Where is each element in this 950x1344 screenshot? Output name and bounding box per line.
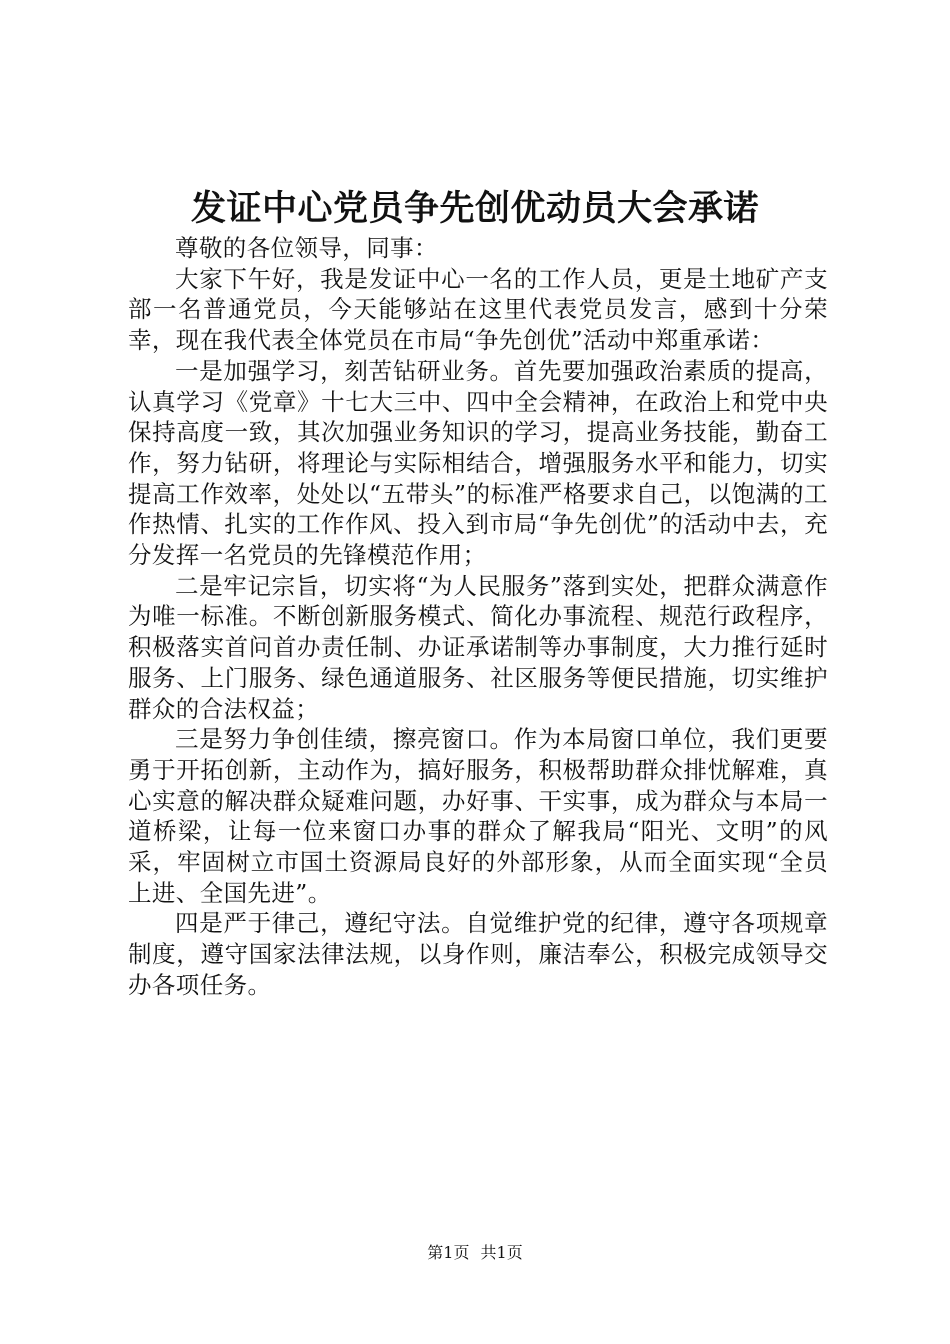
paragraph-commitment-1: 一是加强学习，刻苦钻研业务。首先要加强政治素质的提高，认真学习《党章》十七大三中、四中全会精神，在政治上和党中央保持高度一致，其次加强业务知识的学习，提高业务技能，勤奋工作，努力钻研，将理论与实际相结合，增强服务水平和能力，切实提高工作效率，处处以“五带头”的标准严格要求自己，以饱满的工作热情、扎实的工作作风、投入到市局“争先创优”的活动中去，充分发挥一名党员的先锋模范作用；	[128, 356, 828, 570]
document-body	[128, 233, 828, 1001]
document-title: 发证中心党员争先创优动员大会承诺	[190, 189, 759, 229]
paragraph-commitment-4: 四是严于律己，遵纪守法。自觉维护党的纪律，遵守各项规章制度，遵守国家法律法规，以身作则，廉洁奉公，积极完成领导交办各项任务。	[128, 909, 828, 999]
page-total: 共1页	[480, 1243, 523, 1262]
greeting: 尊敬的各位领导，同事：	[175, 234, 438, 262]
page-number: 第1页	[427, 1243, 470, 1262]
paragraph-commitment-2: 二是牢记宗旨，切实将“为人民服务”落到实处，把群众满意作为唯一标准。不断创新服务模式、简化办事流程、规范行政程序，积极落实首问首办责任制、办证承诺制等办事制度，大力推行延时服务、上门服务、绿色通道服务、社区服务等便民措施，切实维护群众的合法权益；	[128, 571, 828, 723]
paragraph-commitment-3: 三是努力争创佳绩，擦亮窗口。作为本局窗口单位，我们更要勇于开拓创新，主动作为，搞好服务，积极帮助群众排忧解难，真心实意的解决群众疑难问题，办好事、干实事，成为群众与本局一道桥梁，让每一位来窗口办事的群众了解我局“阳光、文明”的风采，牢固树立市国土资源局良好的外部形象，从而全面实现“全员上进、全国先进”。	[128, 725, 828, 907]
paragraph-intro: 大家下午好，我是发证中心一名的工作人员，更是土地矿产支部一名普通党员，今天能够站在这里代表党员发言，感到十分荣幸，现在我代表全体党员在市局“争先创优”活动中郑重承诺：	[128, 264, 828, 355]
page-footer	[0, 1242, 950, 1264]
